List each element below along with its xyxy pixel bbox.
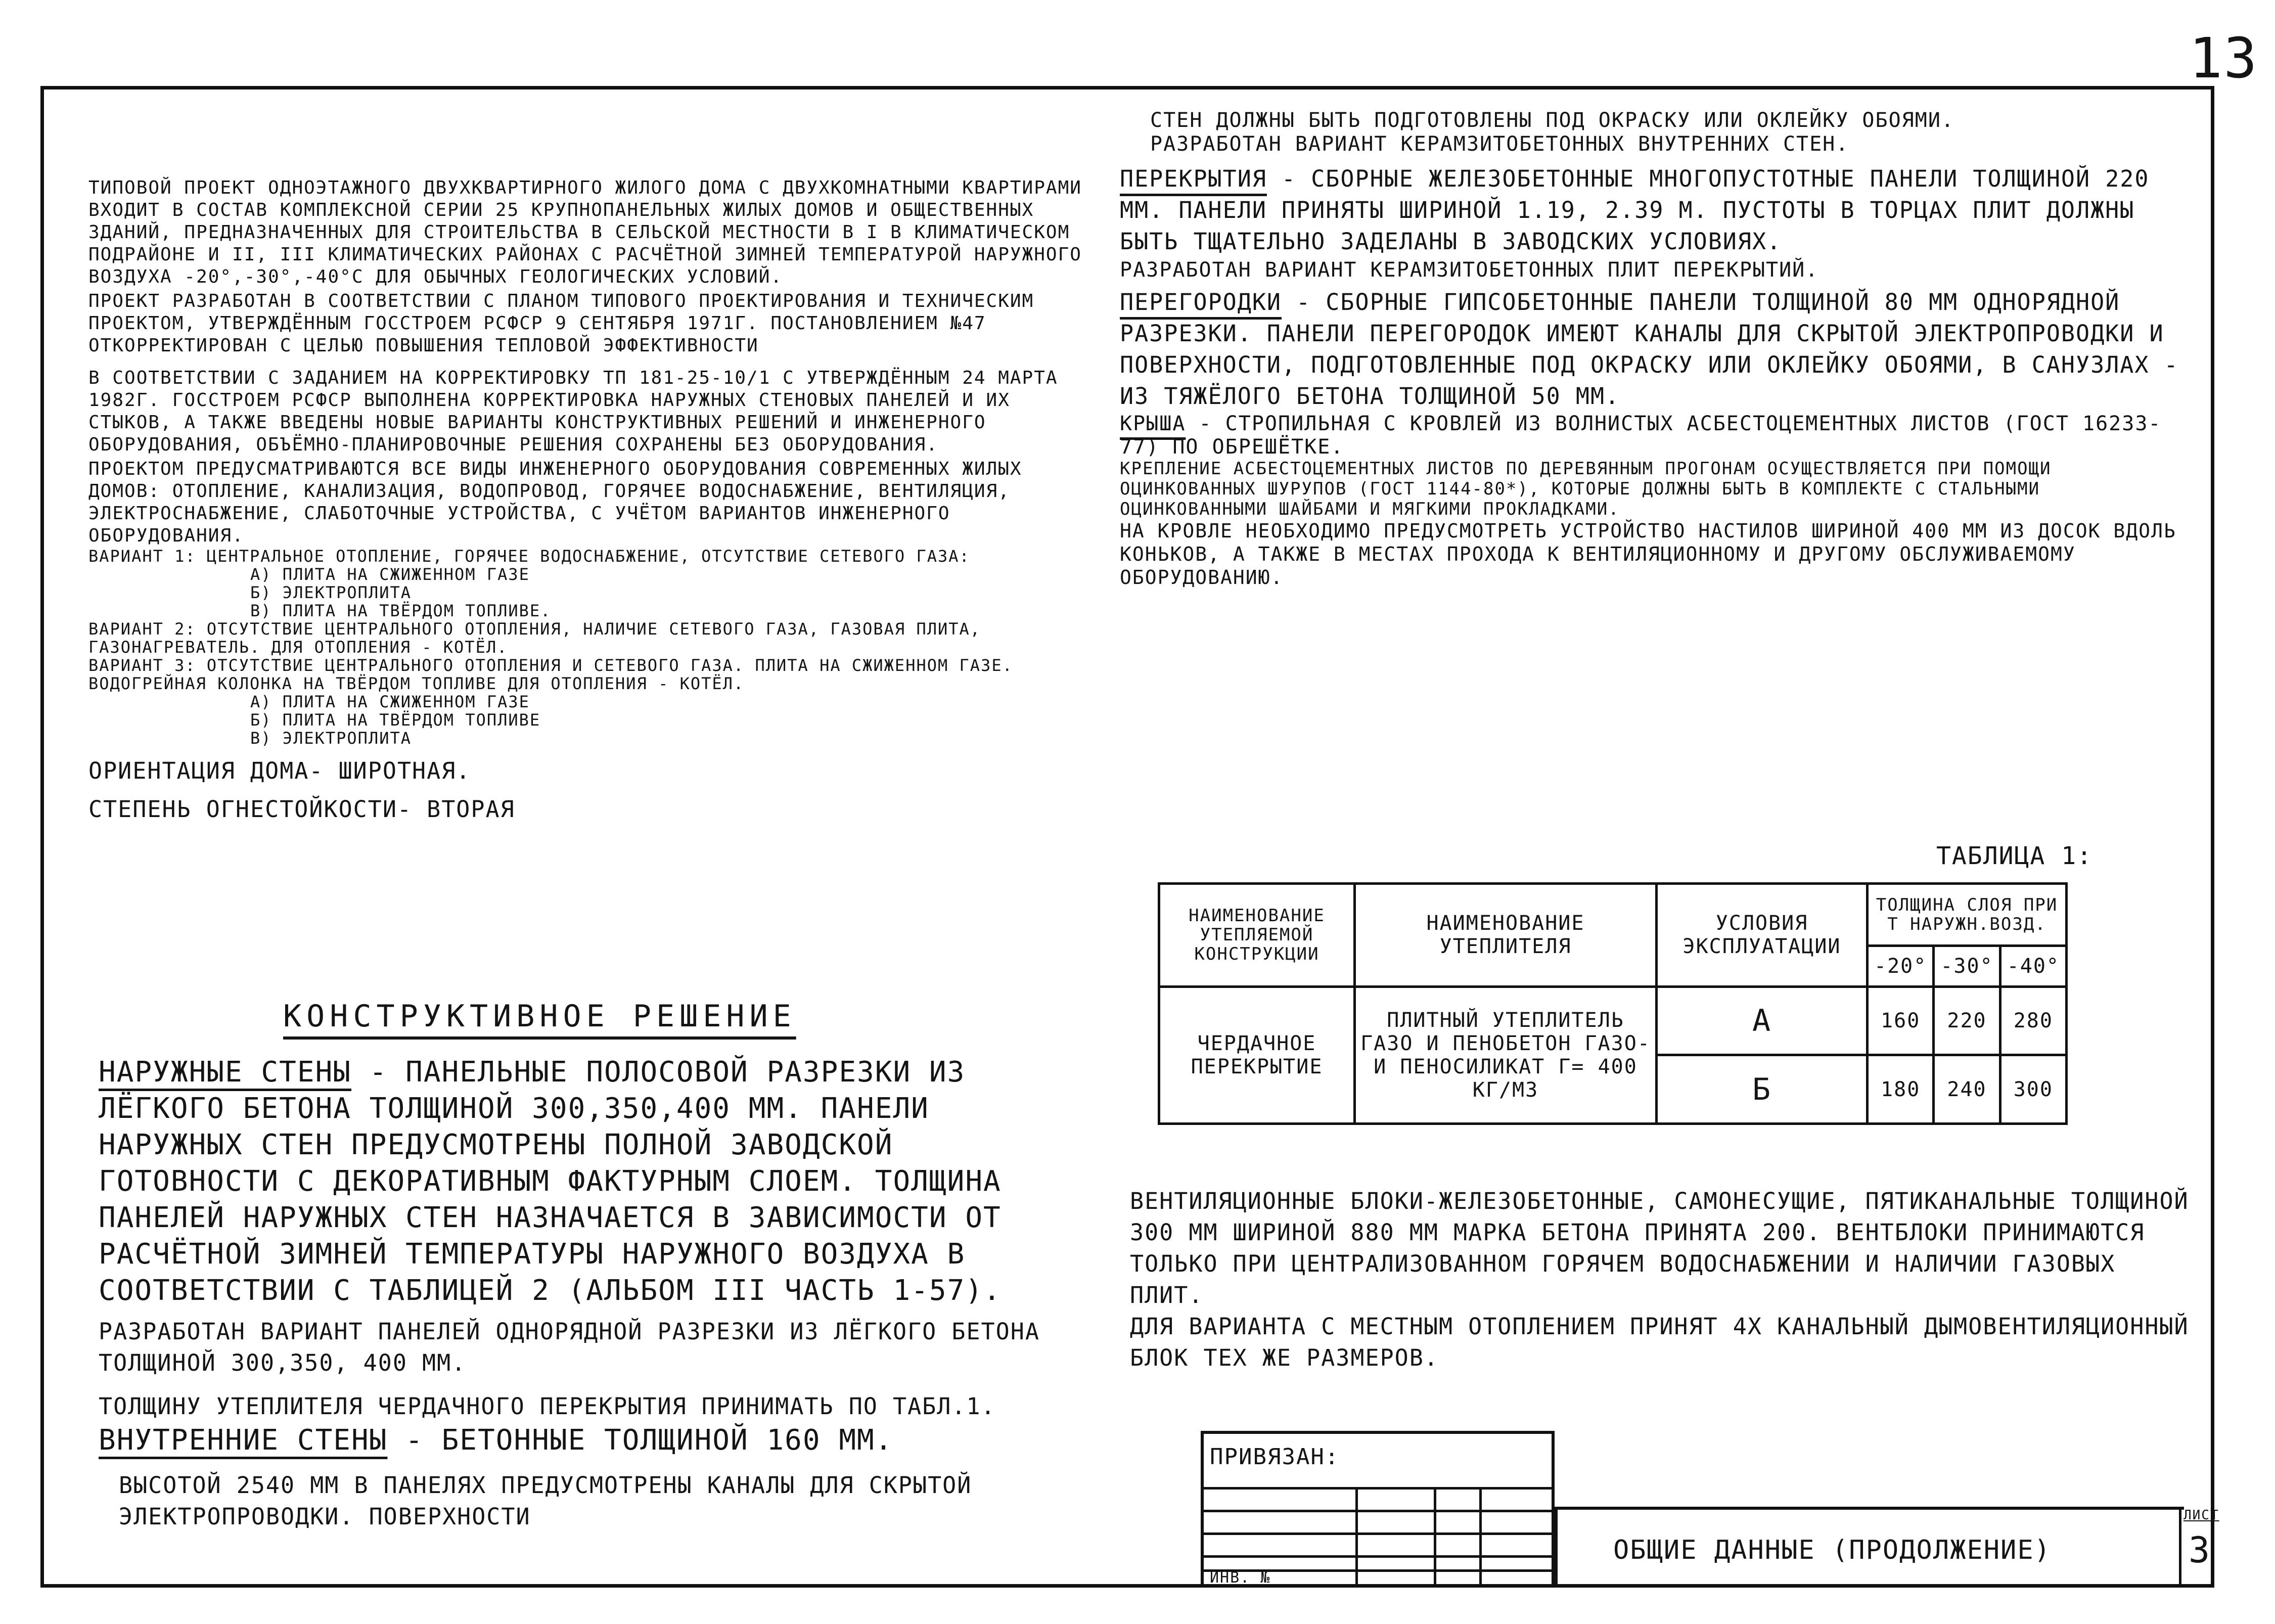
td-value: 220 [1934, 986, 2000, 1055]
insulation-note: ТОЛЩИНУ УТЕПЛИТЕЛЯ ЧЕРДАЧНОГО ПЕРЕКРЫТИЯ ПРИНИМАТЬ ПО ТАБЛ.1. [99, 1393, 996, 1420]
td-value: 160 [1868, 986, 1934, 1055]
floors-text: - СБОРНЫЕ ЖЕЛЕЗОБЕТОННЫЕ МНОГОПУСТОТНЫЕ ПАНЕЛИ ТОЛЩИНОЙ 220 ММ. ПАНЕЛИ ПРИНЯТЫ ШИРИНОЙ 1.19, 2.39 М. ПУСТОТЫ В ТОРЦАХ ПЛИТ ДОЛЖНЫ БЫТЬ ТЩАТЕЛЬНО ЗАДЕЛАНЫ В ЗАВОДСКИХ УСЛОВИЯХ. [1120, 165, 2150, 255]
sheet-title: ОБЩИЕ ДАННЫЕ (ПРОДОЛЖЕНИЕ) [1613, 1535, 2051, 1565]
variant-line: В) ПЛИТА НА ТВЁРДОМ ТОПЛИВЕ. [250, 601, 552, 620]
td-condition: А [1657, 986, 1868, 1055]
inner-walls-label: ВНУТРЕННИЕ СТЕНЫ [99, 1424, 388, 1457]
insulation-table [1158, 882, 2068, 1125]
developed-paragraph: ПРОЕКТ РАЗРАБОТАН В СООТВЕТСТВИИ С ПЛАНОМ ТИПОВОГО ПРОЕКТИРОВАНИЯ И ТЕХНИЧЕСКИМ ПРОЕКТОМ, УТВЕРЖДЁННЫМ ГОССТРОЕМ РСФСР 9 СЕНТЯБРЯ 1971Г. ПОСТАНОВЛЕНИЕМ №47 ОТКОРРЕКТИРОВАН С ЦЕЛЬЮ ПОВЫШЕНИЯ ТЕПЛОВОЙ ЭФФЕКТИВНОСТИ [88, 291, 1034, 356]
roof-text: - СТРОПИЛЬНАЯ С КРОВЛЕЙ ИЗ ВОЛНИСТЫХ АСБЕСТОЦЕМЕНТНЫХ ЛИСТОВ (ГОСТ 16233-77) ПО ОБРЕШЁТКЕ. [1120, 412, 2162, 459]
variant-line: А) ПЛИТА НА СЖИЖЕННОМ ГАЗЕ [250, 565, 530, 584]
stamp-line [1204, 1487, 1552, 1490]
stamp-vline [1355, 1487, 1358, 1585]
stamp-line [1204, 1510, 1552, 1512]
outer-walls-text: - ПАНЕЛЬНЫЕ ПОЛОСОВОЙ РАЗРЕЗКИ ИЗ ЛЁГКОГО БЕТОНА ТОЛЩИНОЙ 300,350,400 ММ. ПАНЕЛИ НАРУЖНЫХ СТЕН ПРЕДУСМОТРЕНЫ ПОЛНОЙ ЗАВОДСКОЙ ГОТОВНОСТИ С ДЕКОРАТИВНЫМ ФАКТУРНЫМ СЛОЕМ. ТОЛЩИНА ПАНЕЛЕЙ НАРУЖНЫХ СТЕН НАЗНАЧАЕТСЯ В ЗАВИСИМОСТИ ОТ РАСЧЁТНОЙ ЗИМНЕЙ ТЕМПЕРАТУРЫ НАРУЖНОГО ВОЗДУХА В СООТВЕТСТВИИ С ТАБЛИЦЕЙ 2 (АЛЬБОМ III ЧАСТЬ 1-57). [99, 1056, 1002, 1307]
th-temp: -40° [2000, 945, 2066, 986]
outer-walls-variant: РАЗРАБОТАН ВАРИАНТ ПАНЕЛЕЙ ОДНОРЯДНОЙ РАЗРЕЗКИ ИЗ ЛЁГКОГО БЕТОНА ТОЛЩИНОЙ 300,350, 400 ММ. [99, 1318, 1040, 1376]
th-temp: -20° [1868, 945, 1934, 986]
td-insulation: ПЛИТНЫЙ УТЕПЛИТЕЛЬ ГАЗО И ПЕНОБЕТОН ГАЗО- И ПЕНОСИЛИКАТ Γ= 400 КГ/М3 [1355, 986, 1657, 1123]
sheet-number-cell [2179, 1507, 2219, 1588]
walls-continuation: СТЕН ДОЛЖНЫ БЫТЬ ПОДГОТОВЛЕНЫ ПОД ОКРАСКУ ИЛИ ОКЛЕЙКУ ОБОЯМИ. [1150, 109, 1955, 132]
stamp-line [1204, 1555, 1552, 1558]
outer-walls-label: НАРУЖНЫЕ СТЕНЫ [99, 1056, 352, 1089]
corner-page-number: 13 [2189, 26, 2258, 91]
intro-paragraph: ТИПОВОЙ ПРОЕКТ ОДНОЭТАЖНОГО ДВУХКВАРТИРНОГО ЖИЛОГО ДОМА С ДВУХКОМНАТНЫМИ КВАРТИРАМИ ВХОДИТ В СОСТАВ КОМПЛЕКСНОЙ СЕРИИ 25 КРУПНОПАНЕЛЬНЫХ ЖИЛЫХ ДОМОВ И ОБЩЕСТВЕННЫХ ЗДАНИЙ, ПРЕДНАЗНАЧЕННЫХ ДЛЯ СТРОИТЕЛЬСТВА В СЕЛЬСКОЙ МЕСТНОСТИ В I В КЛИМАТИЧЕСКОМ ПОДРАЙОНЕ И II, III КЛИМАТИЧЕСКИХ РАЙОНАХ С РАСЧЁТНОЙ ЗИМНЕЙ ТЕМПЕРАТУРОЙ НАРУЖНОГО ВОЗДУХА -20°,-30°,-40°С ДЛЯ ОБЫЧНЫХ ГЕОЛОГИЧЕСКИХ УСЛОВИЙ. [88, 177, 1082, 287]
variant-line: ВАРИАНТ 1: ЦЕНТРАЛЬНОЕ ОТОПЛЕНИЕ, ГОРЯЧЕЕ ВОДОСНАБЖЕНИЕ, ОТСУТСТВИЕ СЕТЕВОГО ГАЗА: [88, 547, 970, 566]
inner-walls-text: - БЕТОННЫЕ ТОЛЩИНОЙ 160 ММ. [405, 1424, 893, 1457]
equipment-paragraph: ПРОЕКТОМ ПРЕДУСМАТРИВАЮТСЯ ВСЕ ВИДЫ ИНЖЕНЕРНОГО ОБОРУДОВАНИЯ СОВРЕМЕННЫХ ЖИЛЫХ ДОМОВ: ОТОПЛЕНИЕ, КАНАЛИЗАЦИЯ, ВОДОПРОВОД, ГОРЯЧЕЕ ВОДОСНАБЖЕНИЕ, ВЕНТИЛЯЦИЯ, ЭЛЕКТРОСНАБЖЕНИЕ, СЛАБОТОЧНЫЕ УСТРОЙСТВА, С УЧЁТОМ ВАРИАНТОВ ИНЖЕНЕРНОГО ОБОРУДОВАНИЯ. [88, 459, 1022, 546]
td-construction: ЧЕРДАЧНОЕ ПЕРЕКРЫТИЕ [1159, 986, 1355, 1123]
walls-variant: РАЗРАБОТАН ВАРИАНТ КЕРАМЗИТОБЕТОННЫХ ВНУТРЕННИХ СТЕН. [1150, 132, 1849, 156]
td-value: 280 [2000, 986, 2066, 1055]
section-heading: КОНСТРУКТИВНОЕ РЕШЕНИЕ [283, 999, 796, 1034]
variant-line: Б) ЭЛЕКТРОПЛИТА [250, 583, 412, 602]
left-column-lower [99, 1054, 1084, 1532]
th-insulation: НАИМЕНОВАНИЕ УТЕПЛИТЕЛЯ [1355, 884, 1657, 987]
title-cell [1555, 1507, 2184, 1588]
inv-label: ИНВ. № [1210, 1569, 1271, 1587]
th-construction: НАИМЕНОВАНИЕ УТЕПЛЯЕМОЙ КОНСТРУКЦИИ [1159, 884, 1355, 987]
fire-resistance-text: СТЕПЕНЬ ОГНЕСТОЙКОСТИ- ВТОРАЯ [88, 796, 515, 823]
roof-paragraph [1120, 412, 2189, 459]
th-conditions: УСЛОВИЯ ЭКСПЛУАТАЦИИ [1657, 884, 1868, 987]
th-temp: -30° [1934, 945, 2000, 986]
roof-label: КРЫША [1120, 412, 1186, 435]
left-column [88, 177, 1084, 825]
th-thickness: ТОЛЩИНА СЛОЯ ПРИ T НАРУЖН.ВОЗД. [1868, 884, 2067, 946]
stamp-vline [1479, 1487, 1482, 1585]
td-value: 180 [1868, 1055, 1934, 1124]
sheet-label: ЛИСТ [2183, 1508, 2219, 1523]
sheet-number: 3 [2189, 1529, 2211, 1571]
stamp-line [1204, 1532, 1552, 1535]
orientation-text: ОРИЕНТАЦИЯ ДОМА- ШИРОТНАЯ. [88, 757, 471, 784]
ventilation-paragraph: ВЕНТИЛЯЦИОННЫЕ БЛОКИ-ЖЕЛЕЗОБЕТОННЫЕ, САМОНЕСУЩИЕ, ПЯТИКАНАЛЬНЫЕ ТОЛЩИНОЙ 300 ММ ШИРИНОЙ 880 ММ МАРКА БЕТОНА ПРИНЯТА 200. ВЕНТБЛОКИ ПРИНИМАЮТСЯ ТОЛЬКО ПРИ ЦЕНТРАЛИЗОВАННОМ ГОРЯЧЕМ ВОДОСНАБЖЕНИИ И НАЛИЧИИ ГАЗОВЫХ ПЛИТ. [1130, 1188, 2189, 1309]
partitions-paragraph [1120, 287, 2189, 412]
outer-walls-paragraph [99, 1054, 1084, 1309]
variants-list [88, 547, 1084, 747]
floors-label: ПЕРЕКРЫТИЯ [1120, 165, 1267, 192]
binding-stamp [1201, 1431, 1555, 1588]
roof-deck-paragraph: НА КРОВЛЕ НЕОБХОДИМО ПРЕДУСМОТРЕТЬ УСТРОЙСТВО НАСТИЛОВ ШИРИНОЙ 400 ММ ИЗ ДОСОК ВДОЛЬ КОНЬКОВ, А ТАКЖЕ В МЕСТАХ ПРОХОДА К ВЕНТИЛЯЦИОННОМУ И ДРУГОМУ ОБСЛУЖИВАЕМОМУ ОБОРУДОВАНИЮ. [1120, 520, 2176, 589]
inner-walls-paragraph [99, 1422, 1084, 1459]
td-value: 240 [1934, 1055, 2000, 1124]
table-title: ТАБЛИЦА 1: [1936, 842, 2092, 870]
bound-label: ПРИВЯЗАН: [1210, 1444, 1340, 1470]
variant-line: Б) ПЛИТА НА ТВЁРДОМ ТОПЛИВЕ [250, 710, 541, 730]
ventilation-alt-paragraph: ДЛЯ ВАРИАНТА С МЕСТНЫМ ОТОПЛЕНИЕМ ПРИНЯТ 4Х КАНАЛЬНЫЙ ДЫМОВЕНТИЛЯЦИОННЫЙ БЛОК ТЕХ ЖЕ РАЗМЕРОВ. [1130, 1313, 2189, 1371]
stamp-vline [1434, 1487, 1436, 1585]
variant-line: В) ЭЛЕКТРОПЛИТА [250, 729, 412, 748]
td-value: 300 [2000, 1055, 2066, 1124]
variant-line: ВАРИАНТ 2: ОТСУТСТВИЕ ЦЕНТРАЛЬНОГО ОТОПЛЕНИЯ, НАЛИЧИЕ СЕТЕВОГО ГАЗА, ГАЗОВАЯ ПЛИТА, ГАЗОНАГРЕВАТЕЛЬ. ДЛЯ ОТОПЛЕНИЯ - КОТЁЛ. [88, 619, 981, 657]
roof-fixing-paragraph: КРЕПЛЕНИЕ АСБЕСТОЦЕМЕНТНЫХ ЛИСТОВ ПО ДЕРЕВЯННЫМ ПРОГОНАМ ОСУЩЕСТВЛЯЕТСЯ ПРИ ПОМОЩИ ОЦИНКОВАННЫХ ШУРУПОВ (ГОСТ 1144-80*), КОТОРЫЕ ДОЛЖНЫ БЫТЬ В КОМПЛЕКТЕ С СТАЛЬНЫМИ ОЦИНКОВАННЫМИ ШАЙБАМИ И МЯГКИМИ ПРОКЛАДКАМИ. [1120, 459, 2052, 519]
variant-line: ВАРИАНТ 3: ОТСУТСТВИЕ ЦЕНТРАЛЬНОГО ОТОПЛЕНИЯ И СЕТЕВОГО ГАЗА. ПЛИТА НА СЖИЖЕННОМ ГАЗЕ. ВОДОГРЕЙНАЯ КОЛОНКА НА ТВЁРДОМ ТОПЛИВЕ ДЛЯ ОТОПЛЕНИЯ - КОТЁЛ. [88, 656, 1013, 693]
partitions-text: - СБОРНЫЕ ГИПСОБЕТОННЫЕ ПАНЕЛИ ТОЛЩИНОЙ 80 ММ ОДНОРЯДНОЙ РАЗРЕЗКИ. ПАНЕЛИ ПЕРЕГОРОДОК ИМЕЮТ КАНАЛЫ ДЛЯ СКРЫТОЙ ЭЛЕКТРОПРОВОДКИ И ПОВЕРХНОСТИ, ПОДГОТОВЛЕННЫЕ ПОД ОКРАСКУ ИЛИ ОКЛЕЙКУ ОБОЯМИ, В САНУЗЛАХ - ИЗ ТЯЖЁЛОГО БЕТОНА ТОЛЩИНОЙ 50 ММ. [1120, 289, 2179, 410]
td-condition: Б [1657, 1055, 1868, 1124]
inner-walls-more: ВЫСОТОЙ 2540 ММ В ПАНЕЛЯХ ПРЕДУСМОТРЕНЫ КАНАЛЫ ДЛЯ СКРЫТОЙ ЭЛЕКТРОПРОВОДКИ. ПОВЕРХНОСТИ [119, 1472, 972, 1530]
right-column [1120, 109, 2189, 589]
partitions-label: ПЕРЕГОРОДКИ [1120, 289, 1282, 315]
variant-line: А) ПЛИТА НА СЖИЖЕННОМ ГАЗЕ [250, 692, 530, 711]
floors-paragraph [1120, 163, 2189, 257]
floors-variant: РАЗРАБОТАН ВАРИАНТ КЕРАМЗИТОБЕТОННЫХ ПЛИТ ПЕРЕКРЫТИЙ. [1120, 258, 1819, 282]
ventilation-block [1130, 1186, 2192, 1374]
correction-paragraph: В СООТВЕТСТВИИ С ЗАДАНИЕМ НА КОРРЕКТИРОВКУ ТП 181-25-10/1 С УТВЕРЖДЁННЫМ 24 МАРТА 1982Г. ГОССТРОЕМ РСФСР ВЫПОЛНЕНА КОРРЕКТИРОВКА НАРУЖНЫХ СТЕНОВЫХ ПАНЕЛЕЙ И ИХ СТЫКОВ, А ТАКЖЕ ВВЕДЕНЫ НОВЫЕ ВАРИАНТЫ КОНСТРУКТИВНЫХ РЕШЕНИЙ И ИНЖЕНЕРНОГО ОБОРУДОВАНИЯ, ОБЪЁМНО-ПЛАНИРОВОЧНЫЕ РЕШЕНИЯ СОХРАНЕНЫ БЕЗ ОБОРУДОВАНИЯ. [88, 368, 1058, 455]
